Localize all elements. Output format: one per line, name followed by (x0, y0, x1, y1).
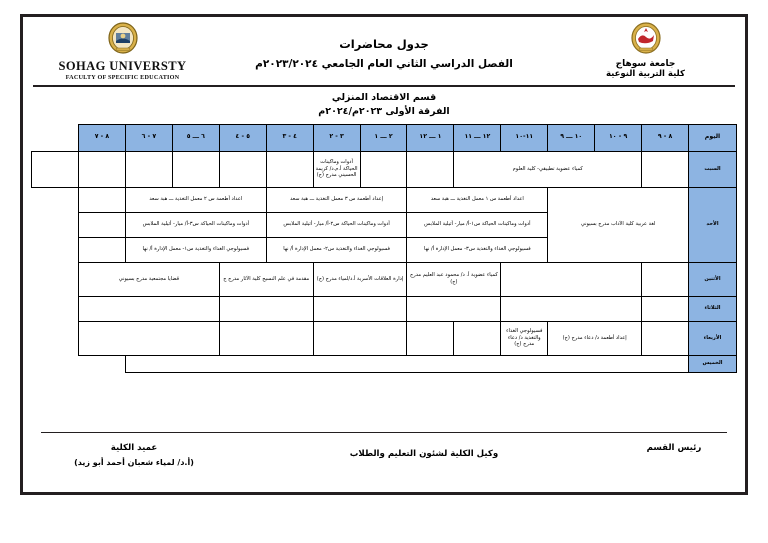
schedule-cell-empty (642, 321, 689, 355)
schedule-cell-empty (266, 151, 313, 187)
schedule-cell-empty (125, 355, 688, 372)
header-center (210, 21, 558, 70)
table-row (32, 151, 737, 187)
signature-row (39, 441, 729, 469)
sohag-university-crest-icon (628, 21, 664, 57)
schedule-cell-empty (79, 321, 220, 355)
schedule-cell-empty (79, 296, 220, 321)
schedule-header-slot-11: ٧ - ٦ (125, 124, 172, 151)
schedule-cell-filled (407, 187, 548, 212)
dean-name: (أ.د/ لمياء شعبان أحمد أبو زيد) (74, 457, 194, 467)
schedule-cell-text: اعداد أطعمة س ٢ معمل التغذية ـــ هبة سعد (149, 196, 243, 203)
signature-dean (39, 441, 229, 469)
schedule-cell-empty (642, 262, 689, 296)
schedule-header-slot-10: ٦ ـــ ٥ (172, 124, 219, 151)
faculty-name-ar: كلية التربية النوعية (606, 69, 685, 80)
footer-divider (41, 432, 727, 433)
schedule-cell-empty (219, 296, 313, 321)
schedule-cell-filled (407, 262, 501, 296)
schedule-cell-filled (125, 212, 266, 237)
schedule-cell-text: إعداد أطعمة د/ دعاء مدرج (ج) (562, 334, 627, 341)
schedule-body (32, 151, 737, 372)
schedule-cell-empty (313, 321, 407, 355)
schedule-cell-empty (501, 296, 642, 321)
table-row (32, 296, 737, 321)
schedule-cell-empty (407, 151, 454, 187)
schedule-cell-text: لغة عربية كلية الآداب مدرج بسيوني (580, 221, 656, 228)
schedule-cell-filled (79, 262, 220, 296)
schedule-cell-text: كمياء عضوية أ. د/ محمود عبد العليم مدرج (ج) (410, 272, 498, 286)
year-level: الفرقة الأولى ٢٠٢٣م/٢٠٢٤م (318, 105, 450, 117)
schedule-cell-filled (266, 187, 407, 212)
schedule-cell-empty (79, 237, 126, 262)
university-name-ar: جامعة سوهاج (615, 59, 676, 69)
day-label-الأربعاء: الأربعاء (689, 321, 737, 355)
schedule-cell-empty (79, 151, 126, 187)
schedule-cell-text: إدارة العلاقات الأسرية أ.د/لمياء مدرج (ج) (316, 275, 404, 282)
schedule-table-wrap (23, 124, 745, 373)
department-name: قسم الاقتصاد المنزلي (331, 92, 437, 103)
university-name-en: SOHAG UNIVERSTY (58, 59, 187, 73)
signature-head-of-department (619, 441, 729, 456)
schedule-header-slot-9: ٥ - ٤ (219, 124, 266, 151)
table-row (32, 187, 737, 212)
faculty-crest-icon (105, 21, 141, 57)
schedule-header-slot-2: ١٠ ـــ ٩ (548, 124, 595, 151)
brand-left (35, 21, 210, 82)
schedule-cell-text: أدوات وماكينات الحياكة أ.م.د/ كريمة الحسيني مدرج (ج) (315, 158, 358, 179)
schedule-cell-filled (313, 262, 407, 296)
table-row (32, 321, 737, 355)
schedule-cell-filled (548, 187, 689, 262)
schedule-header-slot-3: ١١-١٠ (501, 124, 548, 151)
document-subheader (23, 87, 745, 124)
schedule-cell-filled (313, 151, 360, 187)
schedule-header-slot-5: ١ ـــ ١٢ (407, 124, 454, 151)
day-label-السبت: السبت (689, 151, 737, 187)
schedule-cell-text: أدوات وماكينات الحياكة س٢-أ/ ميار- أثيلية الملابس (283, 221, 390, 228)
schedule-cell-text: مقدمة في علم النسيج كلية الآثار مدرج ج (223, 275, 310, 282)
table-row (32, 262, 737, 296)
schedule-cell-filled (501, 321, 548, 355)
schedule-header-row (32, 124, 737, 151)
schedule-cell-text: فسيولوجي الغذاء والتغذية س١- معمل الإدارة أ/ نها (142, 246, 250, 253)
schedule-cell-text: فسيولوجي الغذاء والتغذية د/ دعاء مدرج (ج) (506, 327, 543, 348)
schedule-cell-text: اعداد أطعمة س ١ معمل التغذية ـــ هبة سعد (430, 196, 524, 203)
day-label-الأحد: الأحد (689, 187, 737, 262)
schedule-head (32, 124, 737, 151)
schedule-header-slot-4: ١٢ ـــ ١١ (454, 124, 501, 151)
schedule-cell-empty (501, 262, 642, 296)
schedule-cell-text: أدوات وماكينات الحياكة س٣-أ/ ميار- أثيلية الملابس (142, 221, 250, 228)
schedule-cell-text: فسيولوجي الغذاء والتغذية س٢- معمل الإدارة أ/ نها (283, 246, 390, 253)
schedule-cell-empty (125, 151, 172, 187)
schedule-cell-filled (125, 237, 266, 262)
schedule-header-slot-7: ٣ - ٢ (313, 124, 360, 151)
document-header (23, 17, 745, 85)
faculty-name-en: FACULTY OF SPECIFIC EDUCATION (65, 74, 180, 82)
schedule-header-slot-12: ٨ - ٧ (79, 124, 126, 151)
schedule-cell-empty (407, 296, 501, 321)
brand-right (558, 21, 733, 80)
schedule-cell-empty (79, 187, 126, 212)
document-footer (23, 426, 745, 482)
day-label-الثلاثاء: الثلاثاء (689, 296, 737, 321)
day-label-الأثنين: الأثنين (689, 262, 737, 296)
schedule-cell-text: قضايا مجتمعية مدرج بسيوني (118, 275, 180, 282)
table-row (32, 355, 737, 372)
schedule-cell-empty (360, 151, 407, 187)
document-subtitle: الفصل الدراسي الثاني العام الجامعي ٢٠٢٣/٢٠٢٤م (255, 58, 513, 70)
day-label-الخميس: الخميس (689, 355, 737, 372)
schedule-header-day: اليوم (689, 124, 737, 151)
schedule-cell-empty (313, 296, 407, 321)
schedule-header-slot-0: ٨ - ٩ (642, 124, 689, 151)
schedule-cell-filled (266, 212, 407, 237)
schedule-cell-text: كمياء عضوية تطبيقي- كلية العلوم (512, 165, 583, 172)
page-title: جدول محاضرات (339, 37, 429, 51)
signature-vice-dean (309, 441, 539, 462)
schedule-cell-filled (266, 237, 407, 262)
head-of-department-title: رئيس القسم (646, 443, 702, 453)
schedule-cell-empty (172, 151, 219, 187)
schedule-cell-filled (407, 212, 548, 237)
schedule-cell-filled (407, 237, 548, 262)
schedule-cell-text: إعداد أطعمة س ٣ معمل التغذية ـــ هبة سعد (290, 196, 384, 203)
schedule-cell-empty (219, 151, 266, 187)
schedule-cell-filled (548, 321, 642, 355)
schedule-cell-text: فسيولوجي الغذاء والتغذية س٣- معمل الإدارة أ/ نها (424, 246, 531, 253)
dean-title: عميد الكلية (110, 443, 158, 453)
schedule-cell-filled (454, 151, 642, 187)
schedule-cell-empty (32, 151, 79, 187)
schedule-cell-empty (454, 321, 501, 355)
schedule-table (31, 124, 737, 373)
schedule-cell-filled (125, 187, 266, 212)
schedule-cell-filled (219, 262, 313, 296)
schedule-cell-empty (642, 151, 689, 187)
schedule-cell-empty (642, 296, 689, 321)
page-frame (20, 14, 748, 495)
schedule-cell-empty (79, 212, 126, 237)
vice-dean-title: وكيل الكلية لشئون التعليم والطلاب (349, 449, 499, 459)
schedule-cell-empty (407, 321, 454, 355)
schedule-cell-text: أدوات وماكينات الحياكة س١-أ/ ميار- أثيلية الملابس (424, 221, 531, 228)
schedule-header-slot-6: ٢ ـــ ١ (360, 124, 407, 151)
schedule-header-slot-8: ٤ - ٣ (266, 124, 313, 151)
schedule-header-slot-1: ٩ - ١٠ (595, 124, 642, 151)
schedule-cell-empty (219, 321, 313, 355)
